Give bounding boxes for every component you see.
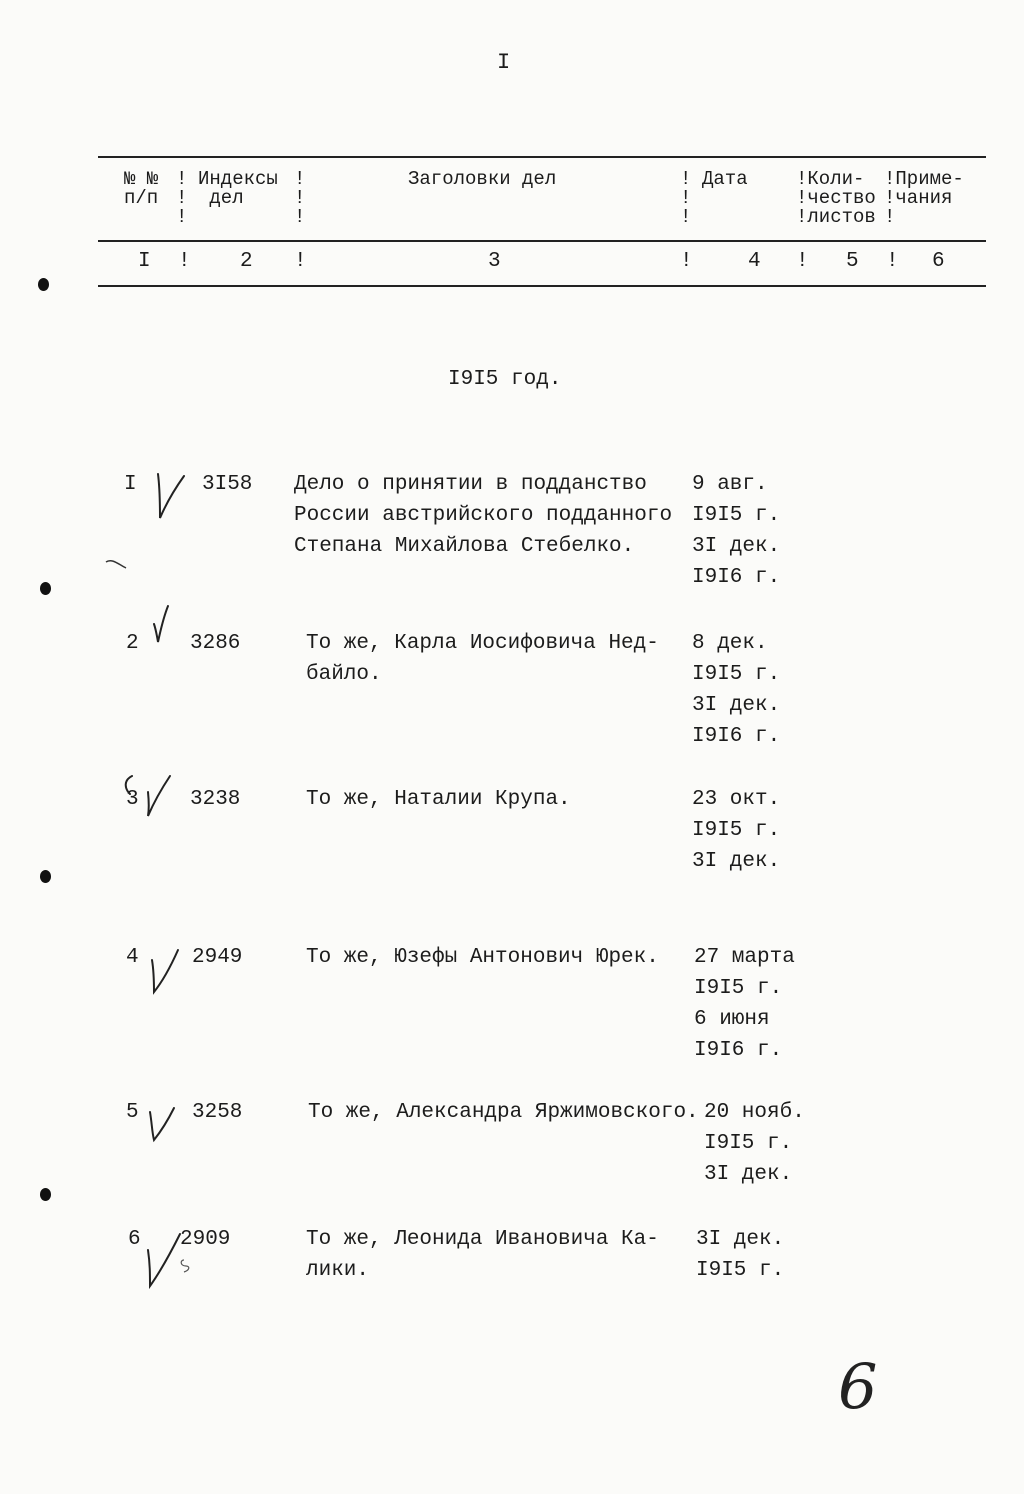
check-mark-icon (140, 1230, 200, 1290)
header-separator: ! ! ! (294, 168, 306, 228)
header-mid-rule (98, 240, 986, 242)
header-separator: ! ! ! (176, 168, 188, 228)
column-number: I (138, 250, 151, 273)
row-title: То же, Леонида Ивановича Ка- лики. (306, 1228, 659, 1282)
column-number: 5 (846, 250, 859, 273)
row-title: Дело о принятии в подданство России австрийского подданного Степана Михайлова Стебелко. (294, 473, 673, 558)
row-date: 20 нояб. I9I5 г. 3I дек. (704, 1101, 805, 1186)
row-index: 3286 (190, 632, 241, 655)
header-col-date: Дата (702, 168, 748, 190)
row-index: 3258 (192, 1101, 243, 1124)
binding-hole (40, 1188, 51, 1201)
column-number-separator: ! (178, 250, 191, 273)
stray-mark (104, 556, 128, 572)
row-number: I (124, 473, 137, 496)
row-date: 27 марта I9I5 г. 6 июня I9I6 г. (694, 946, 795, 1062)
column-number: 4 (748, 250, 761, 273)
row-index: 2949 (192, 946, 243, 969)
row-title: То же, Наталии Крупа. (306, 788, 571, 811)
page-number: I (497, 50, 511, 75)
row-date: 9 авг. I9I5 г. 3I дек. I9I6 г. (692, 473, 781, 589)
header-col-index: Индексы дел (198, 168, 278, 209)
row-date: 23 окт. I9I5 г. 3I дек. (692, 788, 781, 873)
check-mark-icon (118, 772, 178, 820)
row-title: То же, Юзефы Антонович Юрек. (306, 946, 659, 969)
column-number: 6 (932, 250, 945, 273)
binding-hole (38, 278, 49, 291)
column-number: 2 (240, 250, 253, 273)
row-number: 2 (126, 632, 139, 655)
handwritten-page-number: 6 (838, 1350, 878, 1423)
row-title: То же, Александра Яржимовского. (308, 1101, 699, 1124)
column-number-separator: ! (886, 250, 899, 273)
column-number: 3 (488, 250, 501, 273)
row-index: 3238 (190, 788, 241, 811)
check-mark-icon (146, 946, 186, 996)
row-number: 6 (128, 1228, 141, 1251)
column-number-separator: ! (680, 250, 693, 273)
row-title: То же, Карла Иосифовича Нед- байло. (306, 632, 659, 686)
header-col-number: № № п/п (124, 168, 159, 209)
row-date: 3I дек. I9I5 г. (696, 1228, 785, 1282)
header-col-sheets: !Коли- !чество !листов (796, 168, 876, 228)
row-number: 3 (126, 788, 139, 811)
column-number-separator: ! (796, 250, 809, 273)
column-number-separator: ! (294, 250, 307, 273)
row-index: 3I58 (202, 473, 253, 496)
binding-hole (40, 582, 51, 595)
check-mark-icon (148, 602, 178, 646)
header-top-rule (98, 156, 986, 158)
row-date: 8 дек. I9I5 г. 3I дек. I9I6 г. (692, 632, 781, 748)
row-number: 5 (126, 1101, 139, 1124)
check-mark-icon (150, 470, 190, 522)
year-heading: I9I5 год. (448, 368, 562, 391)
check-mark-icon (144, 1104, 184, 1144)
row-index: 2909 (180, 1228, 231, 1251)
row-number: 4 (126, 946, 139, 969)
header-separator: ! ! ! (680, 168, 692, 228)
binding-hole (40, 870, 51, 883)
header-bottom-rule (98, 285, 986, 287)
header-col-title: Заголовки дел (408, 168, 557, 190)
header-col-notes: !Приме- !чания ! (884, 168, 964, 228)
